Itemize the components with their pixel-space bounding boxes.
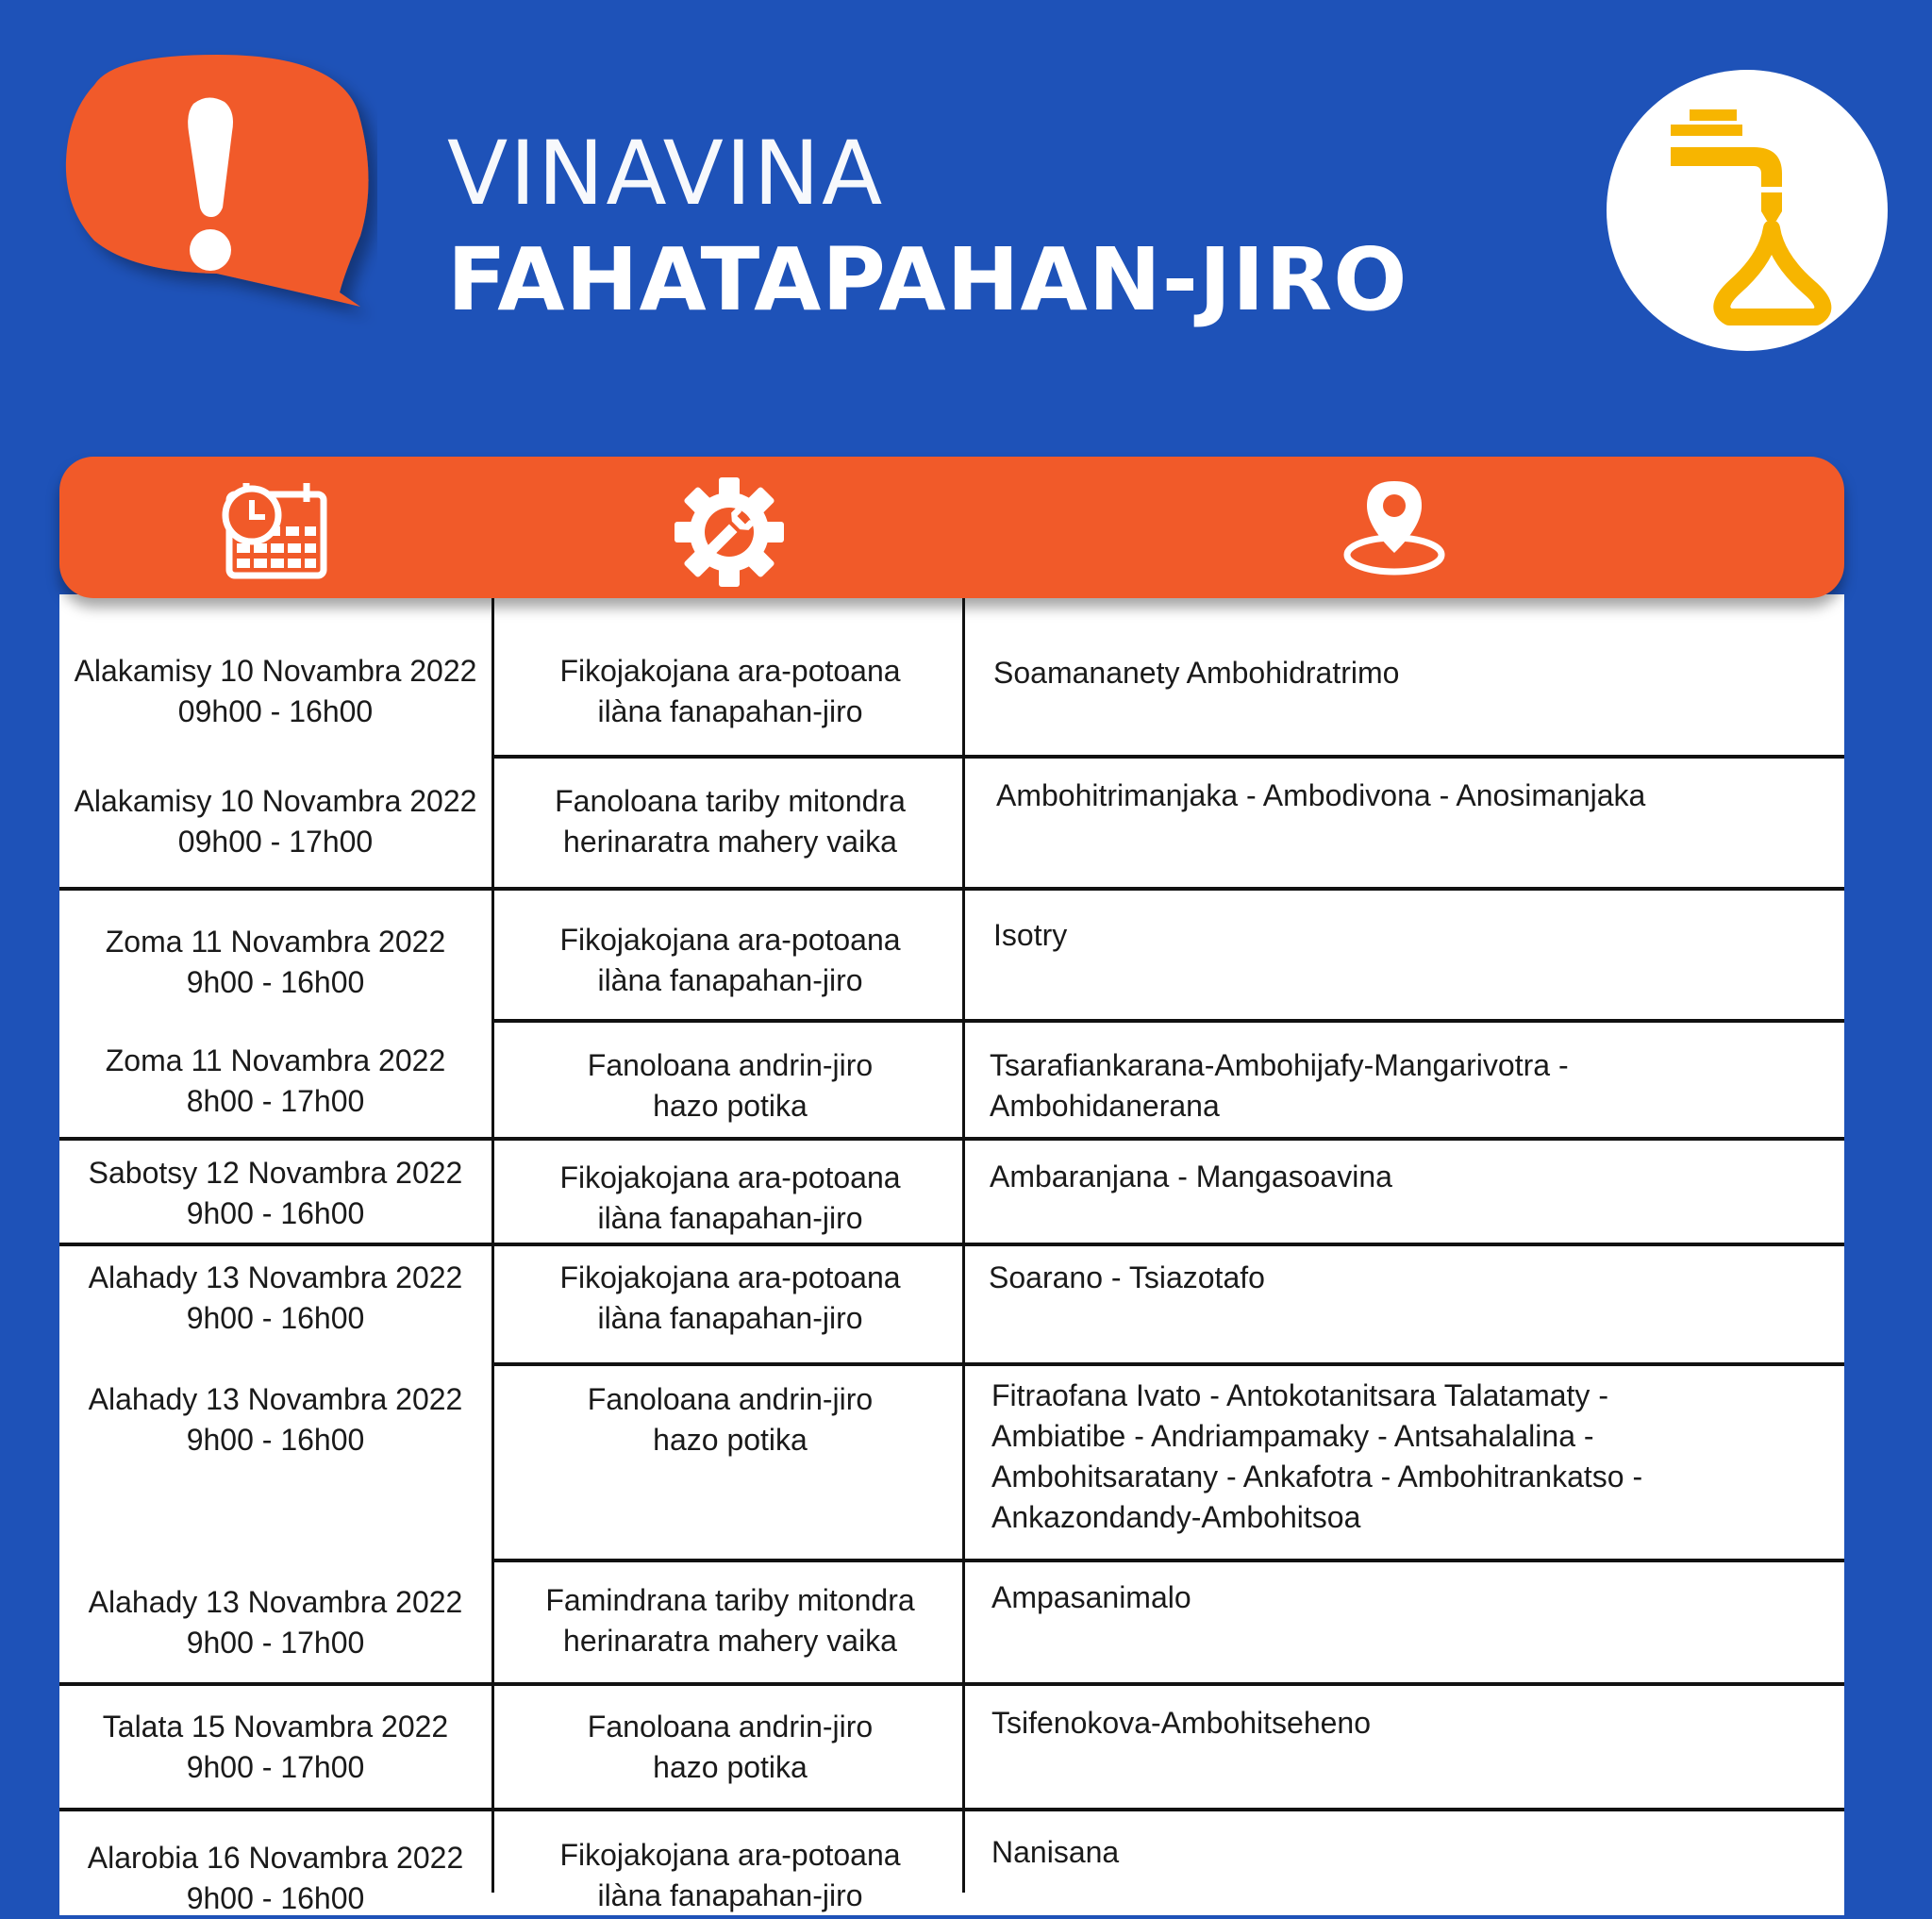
location-text: Ambiatibe - Andriampamaky - Antsahalalina -	[991, 1419, 1594, 1453]
page-title	[447, 123, 1407, 332]
work-text: ilàna fanapahan-jiro	[597, 1201, 863, 1235]
location-cell	[993, 915, 1842, 956]
calendar-clock-icon	[220, 477, 333, 586]
time-text: 09h00 - 16h00	[177, 694, 374, 728]
location-cell	[996, 776, 1845, 816]
work-text: hazo potika	[653, 1423, 808, 1457]
location-cell	[990, 1045, 1839, 1126]
location-cell	[991, 1376, 1840, 1538]
date-cell	[63, 1707, 488, 1788]
location-cell	[991, 1577, 1840, 1618]
location-cell	[991, 1703, 1840, 1744]
location-text: Ambohidanerana	[990, 1089, 1220, 1123]
water-tap-icon	[1607, 70, 1888, 351]
location-text: Isotry	[993, 918, 1068, 952]
gear-wrench-icon	[673, 476, 786, 593]
date-cell	[63, 781, 488, 862]
work-cell	[494, 1707, 966, 1788]
work-text: Fikojakojana ara-potoana	[559, 1260, 901, 1294]
row-divider	[59, 1243, 1844, 1246]
location-text: Ambaranjana - Mangasoavina	[990, 1160, 1392, 1193]
location-text: Soamananety Ambohidratrimo	[993, 656, 1400, 690]
work-cell	[494, 920, 966, 1001]
date-text: Sabotsy 12 Novambra 2022	[88, 1156, 463, 1190]
work-cell	[494, 1258, 966, 1339]
location-cell	[990, 1157, 1839, 1197]
date-cell	[63, 1153, 488, 1234]
time-text: 9h00 - 16h00	[186, 1196, 365, 1230]
work-text: ilàna fanapahan-jiro	[597, 963, 863, 997]
location-cell	[991, 1832, 1840, 1873]
date-text: Alahady 13 Novambra 2022	[88, 1382, 463, 1416]
row-divider	[491, 1362, 1844, 1366]
time-text: 8h00 - 17h00	[186, 1084, 365, 1118]
work-text: Fanoloana andrin-jiro	[587, 1048, 874, 1082]
time-text: 9h00 - 16h00	[186, 1301, 365, 1335]
date-text: Talata 15 Novambra 2022	[102, 1710, 449, 1744]
row-divider	[491, 1019, 1844, 1023]
work-text: ilàna fanapahan-jiro	[597, 1878, 863, 1912]
work-cell	[494, 651, 966, 732]
date-cell	[63, 651, 488, 732]
time-text: 9h00 - 16h00	[186, 965, 365, 999]
date-text: Alahady 13 Novambra 2022	[88, 1585, 463, 1619]
row-divider	[59, 1682, 1844, 1686]
location-text: Nanisana	[991, 1835, 1120, 1869]
location-text: Ambohitrimanjaka - Ambodivona - Anosimanjaka	[996, 778, 1646, 812]
location-text: Soarano - Tsiazotafo	[989, 1260, 1265, 1294]
location-text: Tsarafiankarana-Ambohijafy-Mangarivotra -	[990, 1048, 1569, 1082]
location-text: Ampasanimalo	[991, 1580, 1191, 1614]
work-text: Fikojakojana ara-potoana	[559, 1838, 901, 1872]
row-divider	[491, 1559, 1844, 1562]
row-divider	[59, 1808, 1844, 1811]
date-text: Alakamisy 10 Novambra 2022	[74, 784, 477, 818]
exclamation-speech-bubble-icon	[57, 47, 377, 330]
title-line-1: VINAVINA	[447, 123, 885, 225]
date-text: Zoma 11 Novambra 2022	[105, 925, 446, 959]
work-text: Fikojakojana ara-potoana	[559, 654, 901, 688]
work-text: Fikojakojana ara-potoana	[559, 1160, 901, 1194]
work-text: ilàna fanapahan-jiro	[597, 1301, 863, 1335]
work-text: Fikojakojana ara-potoana	[559, 923, 901, 957]
date-text: Alarobia 16 Novambra 2022	[87, 1841, 464, 1875]
work-cell	[494, 1158, 966, 1239]
row-divider	[491, 755, 1844, 759]
date-text: Alahady 13 Novambra 2022	[88, 1260, 463, 1294]
work-text: Fanoloana tariby mitondra	[555, 784, 906, 818]
location-text: Fitraofana Ivato - Antokotanitsara Talatamaty -	[991, 1378, 1608, 1412]
date-cell	[63, 1838, 488, 1919]
row-divider	[59, 1137, 1844, 1141]
work-text: Famindrana tariby mitondra	[545, 1583, 915, 1617]
table-header-bar	[59, 457, 1844, 598]
work-text: Fanoloana andrin-jiro	[587, 1382, 874, 1416]
title-line-2: FAHATAPAHAN-JIRO	[447, 229, 1408, 330]
date-cell	[63, 1379, 488, 1460]
date-cell	[63, 1258, 488, 1339]
work-text: hazo potika	[653, 1089, 808, 1123]
location-pin-icon	[1333, 476, 1456, 584]
work-cell	[494, 1835, 966, 1916]
date-cell	[63, 922, 488, 1003]
work-text: Fanoloana andrin-jiro	[587, 1710, 874, 1744]
time-text: 09h00 - 17h00	[177, 825, 374, 859]
location-cell	[989, 1258, 1838, 1298]
time-text: 9h00 - 16h00	[186, 1423, 365, 1457]
date-cell	[63, 1582, 488, 1663]
date-text: Alakamisy 10 Novambra 2022	[74, 654, 477, 688]
row-divider	[59, 887, 1844, 891]
work-cell	[494, 781, 966, 862]
location-text: Tsifenokova-Ambohitseheno	[991, 1706, 1372, 1740]
work-text: herinaratra mahery vaika	[563, 825, 897, 859]
time-text: 9h00 - 16h00	[186, 1881, 365, 1915]
location-text: Ankazondandy-Ambohitsoa	[991, 1500, 1361, 1534]
work-text: herinaratra mahery vaika	[563, 1624, 897, 1658]
date-cell	[63, 1041, 488, 1122]
work-cell	[494, 1580, 966, 1661]
work-text: ilàna fanapahan-jiro	[597, 694, 863, 728]
work-text: hazo potika	[653, 1750, 808, 1784]
date-text: Zoma 11 Novambra 2022	[105, 1043, 446, 1077]
work-cell	[494, 1379, 966, 1460]
location-cell	[993, 653, 1842, 693]
work-cell	[494, 1045, 966, 1126]
time-text: 9h00 - 17h00	[186, 1750, 365, 1784]
time-text: 9h00 - 17h00	[186, 1626, 365, 1660]
location-text: Ambohitsaratany - Ankafotra - Ambohitrankatso -	[991, 1460, 1643, 1493]
